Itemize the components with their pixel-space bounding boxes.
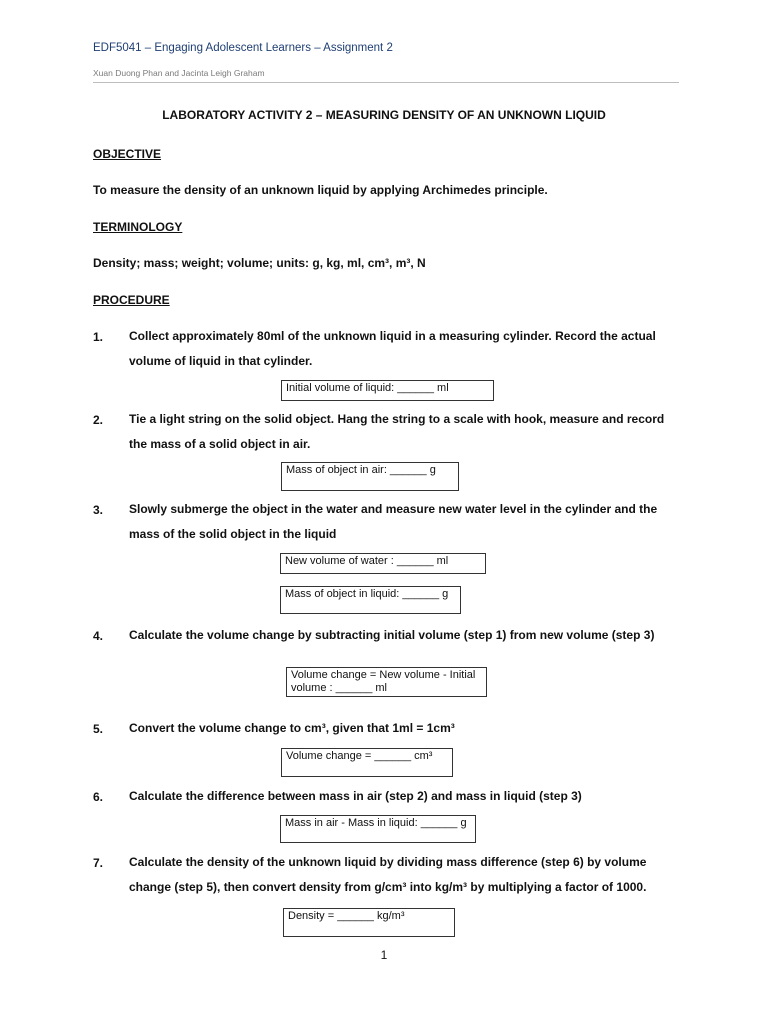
step-text: Calculate the difference between mass in air (step 2) and mass in liquid (step 3) [129,789,582,803]
step-text: Tie a light string on the solid object. Hang the string to a scale with hook, measure and record the mass of a solid object in air. [129,412,665,451]
answer-box: Mass of object in liquid: ______ g [280,586,461,614]
answer-box: Mass in air - Mass in liquid: ______ g [280,815,476,843]
step-number: 7. [93,856,104,870]
page-number: 1 [380,948,388,962]
step-number: 4. [93,629,104,643]
step-text: Collect approximately 80ml of the unknown liquid in a measuring cylinder. Record the actual volume of liquid in that cylinder. [129,329,656,368]
header-authors: Xuan Duong Phan and Jacinta Leigh Graham [93,68,265,78]
answer-box: New volume of water : ______ ml [280,553,486,574]
header-divider [93,82,679,83]
answer-box: Density = ______ kg/m³ [283,908,455,937]
step-number: 6. [93,790,104,804]
step-number: 1. [93,330,104,344]
objective-heading: OBJECTIVE [93,147,162,161]
step-text: Slowly submerge the object in the water and measure new water level in the cylinder and the mass of the solid object in the liquid [129,502,658,541]
objective-text: To measure the density of an unknown liquid by applying Archimedes principle. [93,183,548,197]
step-text: Convert the volume change to cm³, given that 1ml = 1cm³ [129,721,455,735]
answer-box: Volume change = New volume - Initial volume : ______ ml [286,667,487,697]
answer-box: Initial volume of liquid: ______ ml [281,380,494,401]
procedure-heading: PROCEDURE [93,293,170,307]
terminology-text: Density; mass; weight; volume; units: g, kg, ml, cm³, m³, N [93,256,426,270]
terminology-heading: TERMINOLOGY [93,220,183,234]
answer-box: Volume change = ______ cm³ [281,748,453,777]
step-number: 2. [93,413,104,427]
step-number: 3. [93,503,104,517]
header-title: EDF5041 – Engaging Adolescent Learners – Assignment 2 [93,42,393,54]
step-number: 5. [93,722,104,736]
document-title: LABORATORY ACTIVITY 2 – MEASURING DENSITY OF AN UNKNOWN LIQUID [162,108,606,122]
step-text: Calculate the density of the unknown liquid by dividing mass difference (step 6) by volume change (step 5), then convert density from g/cm³ into kg/m³ by multiplying a factor of 1000. [129,855,647,894]
step-text: Calculate the volume change by subtracting initial volume (step 1) from new volume (step 3) [129,628,655,642]
answer-box: Mass of object in air: ______ g [281,462,459,491]
